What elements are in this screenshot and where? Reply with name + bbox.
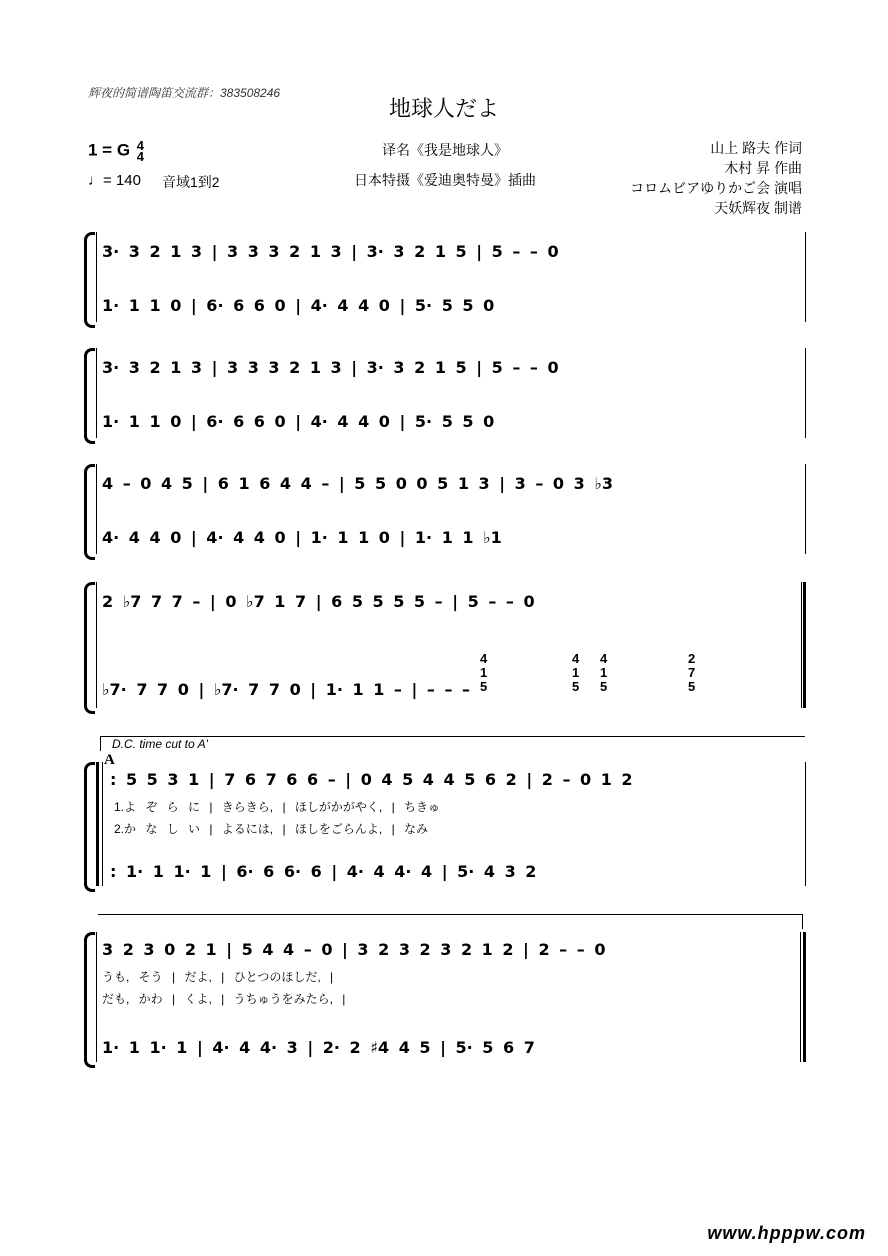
source-note: 日本特摄《爱迪奥特曼》插曲	[354, 172, 536, 188]
system-brace	[84, 232, 95, 328]
system-brace	[84, 932, 95, 1068]
score-system-5	[96, 762, 806, 886]
melody-line: : 5 5 3 1 | 7 6 7 6 6 – | 0 4 5 4 4 5 6 2 | 2 – 0 1 2	[110, 770, 633, 789]
lyric-verse-2: 2.か な し い | よるには, | ほしをごらんよ, | なみ	[114, 822, 429, 836]
credit-lyricist: 山上 路夫 作词	[710, 140, 802, 156]
chord-stack: 4 1 5	[600, 651, 608, 694]
credit-composer: 木村 昇 作曲	[724, 160, 802, 176]
score-system-6	[96, 932, 806, 1062]
score-system-1	[96, 232, 806, 322]
bass-line: 4· 4 4 0 | 4· 4 4 0 | 1· 1 1 0 | 1· 1 1 ♭1	[102, 528, 502, 547]
rehearsal-mark: A	[104, 752, 115, 768]
translated-title: 译名《我是地球人》	[382, 142, 508, 158]
group-note: 辉夜的简谱陶笛交流群：383508246	[88, 86, 281, 100]
bass-line: 1· 1 1· 1 | 4· 4 4· 3 | 2· 2 ♯4 4 5 | 5· 5 6 7	[102, 1038, 535, 1057]
credit-performer: コロムビアゆりかご会 演唱	[630, 180, 802, 196]
melody-line: 3· 3 2 1 3 | 3 3 3 2 1 3 | 3· 3 2 1 5 | 5 – – 0	[102, 242, 559, 261]
website-url: www.hpppw.com	[707, 1223, 866, 1243]
melody-line: 2 ♭7 7 7 – | 0 ♭7 1 7 | 6 5 5 5 5 – | 5 – – 0	[102, 592, 535, 611]
lyric-verse-1: うも, そう | だよ, | ひとつのほしだ, |	[102, 970, 334, 984]
melody-line: 3· 3 2 1 3 | 3 3 3 2 1 3 | 3· 3 2 1 5 | 5 – – 0	[102, 358, 559, 377]
page-title: 地球人だよ	[388, 96, 499, 121]
range-note: 音域1到2	[162, 174, 220, 190]
section-bracket	[98, 914, 803, 929]
score-system-4	[96, 582, 806, 708]
system-brace	[84, 348, 95, 444]
lyric-verse-1: 1.よ ぞ ら に | きらきら, | ほしがかがやく, | ちきゅ	[114, 800, 441, 814]
bass-line: ♭7· 7 7 0 | ♭7· 7 7 0 | 1· 1 1 – | – – –	[102, 680, 471, 699]
chord-stack: 4 1 5	[480, 651, 488, 694]
bass-line: : 1· 1 1· 1 | 6· 6 6· 6 | 4· 4 4· 4 | 5· 4 3 2	[110, 862, 537, 881]
chord-stack: 4 1 5	[572, 651, 580, 694]
bass-line: 1· 1 1 0 | 6· 6 6 0 | 4· 4 4 0 | 5· 5 5 0	[102, 296, 495, 315]
key-label: 1 = G	[88, 140, 131, 160]
melody-line: 4 – 0 4 5 | 6 1 6 4 4 – | 5 5 0 0 5 1 3 | 3 – 0 3 ♭3	[102, 474, 613, 493]
melody-line: 3 2 3 0 2 1 | 5 4 4 – 0 | 3 2 3 2 3 2 1 2 | 2 – – 0	[102, 940, 606, 959]
credit-arranger: 天妖辉夜 制谱	[714, 200, 802, 216]
tempo-marking: ♩= 140	[88, 172, 141, 189]
lyric-verse-2: だも, かわ | くよ, | うちゅうをみたら, |	[102, 992, 346, 1006]
time-signature: 4 4	[136, 138, 145, 164]
score-system-2	[96, 348, 806, 438]
dc-instruction: D.C. time cut to A'	[112, 737, 208, 751]
bass-line: 1· 1 1 0 | 6· 6 6 0 | 4· 4 4 0 | 5· 5 5 0	[102, 412, 495, 431]
system-brace	[84, 464, 95, 560]
score-system-3	[96, 464, 806, 554]
key-signature	[88, 140, 144, 162]
system-brace	[84, 762, 95, 892]
system-brace	[84, 582, 95, 714]
chord-stack: 2 7 5	[688, 651, 696, 694]
